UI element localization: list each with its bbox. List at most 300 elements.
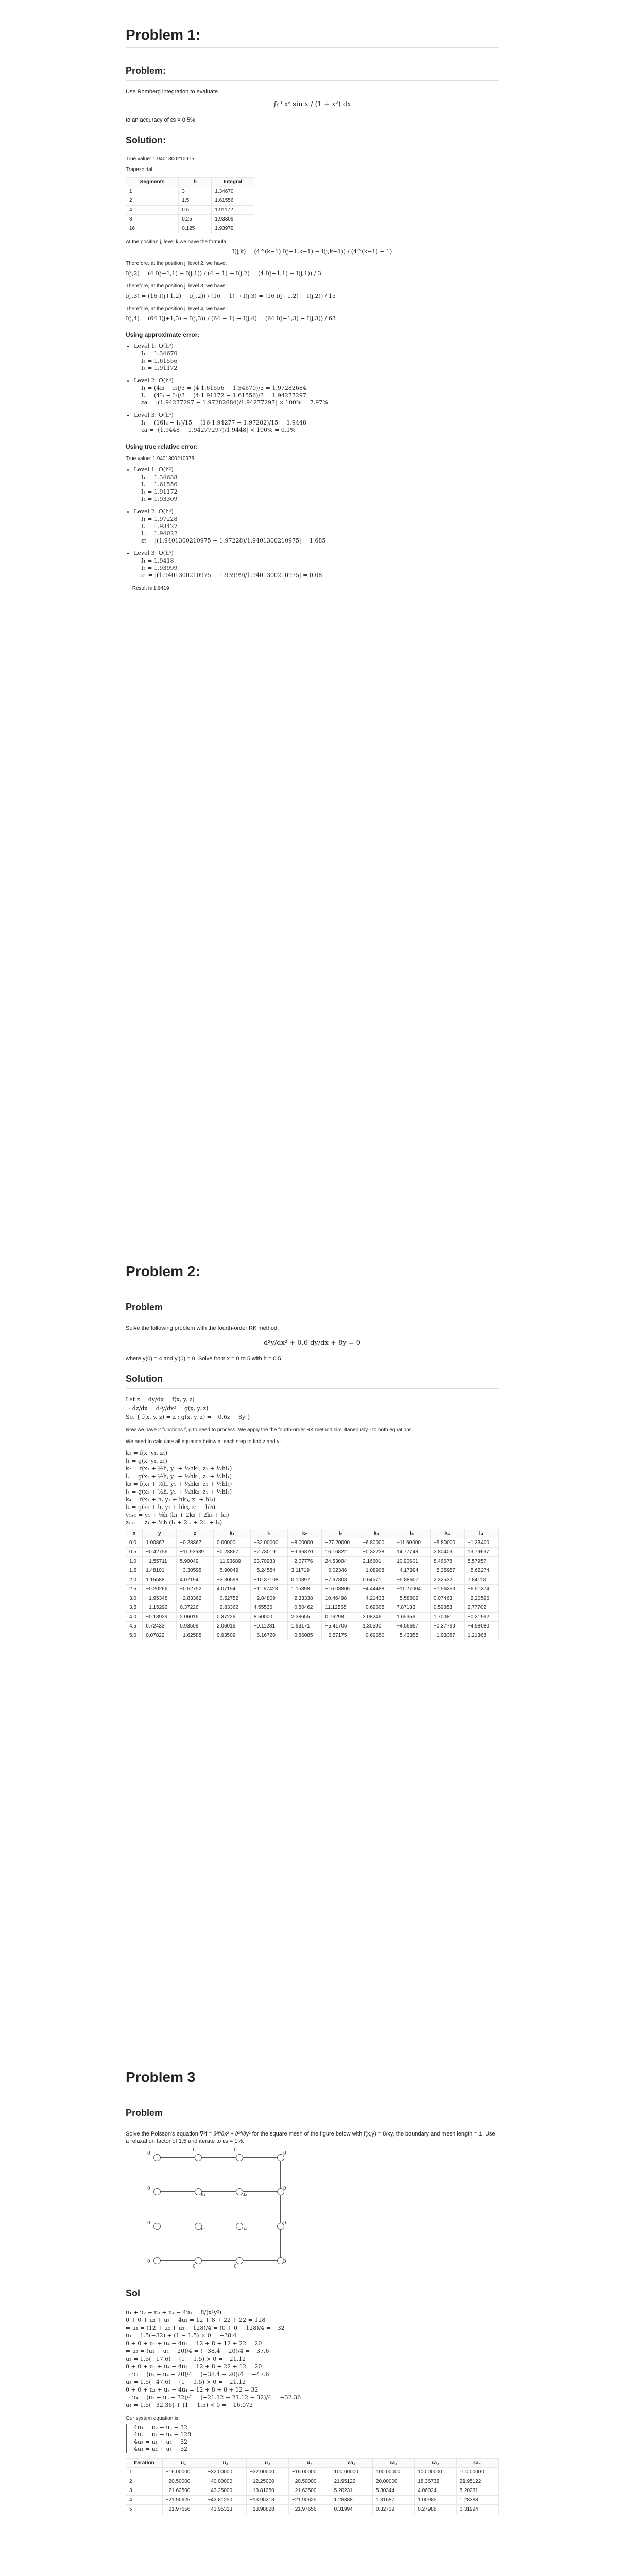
table-row xyxy=(126,2486,499,2496)
equation-line: I₃ = 1.91172 xyxy=(141,365,178,371)
table-header-cell: h xyxy=(179,178,212,187)
level-3-equation: I(j,3) = (16 I(j+1,2) − I(j,2)) / (16 − 1) → I(j,3) = (16 I(j+1,2) − I(j,2)) / 15 xyxy=(126,293,336,299)
table-row xyxy=(126,1613,499,1622)
equation-line: z₁₊₁ = z₁ + ⅙h (l₁ + 2l₂ + 2l₃ + l₄) xyxy=(126,1519,222,1526)
true-level-2 xyxy=(126,508,499,515)
table-cell: 1.28388 xyxy=(331,2496,372,2505)
table-cell: 100.00000 xyxy=(415,2468,456,2477)
table-cell: 8 xyxy=(126,215,179,224)
table-header-cell: l₃ xyxy=(393,1529,431,1538)
table-cell: 0.37226 xyxy=(214,1613,251,1622)
problem-1 xyxy=(126,27,499,592)
approx-level-2-label: • Level 2: O(h⁴) xyxy=(134,377,499,384)
table-cell: 5.90049 xyxy=(177,1557,214,1566)
true-level-1-label: • Level 1: O(h²) xyxy=(134,466,499,473)
table-cell: 1.5 xyxy=(126,1566,143,1575)
table-cell: −1.93387 xyxy=(430,1631,464,1640)
table-cell: −20.50000 xyxy=(288,2477,331,2486)
equation-line: ⇒ u₄ = (u₂ + u₃ − 32)/4 = (−21.12 − 21.12 − 32)/4 = −32.36 xyxy=(126,2394,301,2401)
table-header-cell: Segments xyxy=(126,178,179,187)
table-cell: −21.62500 xyxy=(288,2486,331,2496)
table-cell: 10.90601 xyxy=(393,1557,431,1566)
problem-2-conditions: where y(0) = 4 and y′(0) = 0. Solve from x = 0 to 5 with h = 0.5. xyxy=(126,1355,283,1362)
table-row xyxy=(126,1566,499,1575)
table-cell: 1.15398 xyxy=(288,1585,322,1594)
equation-line: l₁ = g(x, y₁, z₁) xyxy=(126,1458,167,1464)
true-level-1-values xyxy=(126,474,499,503)
table-cell: 1.34670 xyxy=(212,187,254,196)
table-row xyxy=(126,224,254,233)
equation-line: εt = |(1.9401300210975 − 1.93999)/1.9401300210975| = 0.08 xyxy=(141,572,322,579)
table-header-cell: εa₁ xyxy=(331,2459,372,2468)
table-cell: 1.30590 xyxy=(359,1622,393,1631)
table-cell: 0.93509 xyxy=(214,1631,251,1640)
mesh-node xyxy=(236,2154,243,2161)
table-cell: −13.98828 xyxy=(247,2505,289,2514)
table-cell: −3.30598 xyxy=(177,1566,214,1575)
true-level-3 xyxy=(126,550,499,556)
table-header-cell: εa₃ xyxy=(415,2459,456,2468)
table-cell: 2.0 xyxy=(126,1575,143,1585)
table-cell: 5.57957 xyxy=(464,1557,498,1566)
table-cell: −4.98080 xyxy=(464,1622,498,1631)
table-header-cell: k₁ xyxy=(214,1529,251,1538)
table-cell: −0.42756 xyxy=(143,1548,177,1557)
table-cell: −4.44488 xyxy=(359,1585,393,1594)
table-cell: 4 xyxy=(126,206,179,215)
iteration-table xyxy=(126,2458,499,2514)
table-cell: 2 xyxy=(126,196,179,206)
table-cell: 5.20231 xyxy=(456,2486,498,2496)
table-cell: 4.55536 xyxy=(250,1603,288,1613)
table-cell: 0.37226 xyxy=(177,1603,214,1613)
table-row xyxy=(126,1538,499,1548)
equation-line: k₃ = f(x₁ + ½h, y₁ + ½hk₂, z₁ + ½hl₂) xyxy=(126,1481,232,1487)
table-header-cell: Integral xyxy=(212,178,254,187)
equation-line: y₁₊₁ = y₁ + ⅙h (k₁ + 2k₂ + 2k₃ + k₄) xyxy=(126,1512,229,1518)
table-cell: −0.31992 xyxy=(464,1613,498,1622)
table-cell: 0.07822 xyxy=(143,1631,177,1640)
table-cell: 0.0 xyxy=(126,1538,143,1548)
problem-1-integral: ∫₀³ xᵉ sin x / (1 + x²) dx xyxy=(273,100,351,108)
table-header-cell: z xyxy=(177,1529,214,1538)
table-row xyxy=(126,206,254,215)
table-cell: −5.90049 xyxy=(214,1566,251,1575)
equation-line: k₂ = f(x₁ + ½h, y₁ + ½hk₁, z₁ + ½hl₁) xyxy=(126,1465,232,1472)
table-cell: 20.00000 xyxy=(372,2477,414,2486)
table-cell: −0.11281 xyxy=(250,1622,288,1631)
table-cell: 1.21368 xyxy=(464,1631,498,1640)
table-cell: 3 xyxy=(126,2486,163,2496)
table-cell: −1.15292 xyxy=(143,1603,177,1613)
table-cell: 2.08246 xyxy=(359,1613,393,1622)
table-cell: −2.04809 xyxy=(250,1594,288,1603)
boundary-label: 0 xyxy=(283,2151,286,2156)
problem-2-title: Problem 2: xyxy=(126,1263,200,1279)
table-cell: −0.18929 xyxy=(143,1613,177,1622)
mesh-node xyxy=(153,2188,161,2195)
table-cell: −0.20266 xyxy=(143,1585,177,1594)
table-header-cell: l₂ xyxy=(322,1529,359,1538)
approx-level-1-values xyxy=(126,350,499,372)
table-cell: −21.97656 xyxy=(162,2505,204,2514)
mesh-node xyxy=(153,2257,161,2264)
table-cell: −0.28867 xyxy=(177,1538,214,1548)
table-cell: −21.90625 xyxy=(162,2496,204,2505)
table-row xyxy=(126,187,254,196)
table-cell: 2.06016 xyxy=(177,1613,214,1622)
mesh-line xyxy=(280,2157,281,2260)
node-u3-label: u₃ xyxy=(201,2227,206,2232)
equation-line: I₁ = 1.34638 xyxy=(141,474,178,481)
boundary-label: 0 xyxy=(283,2221,286,2226)
table-cell: −0.28867 xyxy=(214,1548,251,1557)
table-cell: 2.06016 xyxy=(214,1622,251,1631)
table-cell: −32.00000 xyxy=(247,2468,289,2477)
table-cell: 1.48101 xyxy=(143,1566,177,1575)
table-cell: −16.00000 xyxy=(162,2468,204,2477)
boundary-label: 0 xyxy=(283,2259,286,2264)
table-row xyxy=(126,1594,499,1603)
table-cell: 1.28388 xyxy=(456,2496,498,2505)
table-cell: −2.83362 xyxy=(177,1594,214,1603)
mesh-node xyxy=(236,2257,243,2264)
problem-1-problem-heading: Problem: xyxy=(126,65,166,76)
boundary-label: 0 xyxy=(147,2151,150,2156)
table-cell: −5.41706 xyxy=(322,1622,359,1631)
table-cell: 0.64571 xyxy=(359,1575,393,1585)
equation-line: εt = |(1.9401300210975 − 1.97228)/1.9401300210975| = 1.685 xyxy=(141,537,326,544)
problem-2-rk-text: Now we have 2 functions f, g to need to process. We apply the the fourth-order RK method simultaneously - to both equations. xyxy=(126,1427,414,1433)
table-cell: −11.27004 xyxy=(393,1585,431,1594)
table-cell: 0.07463 xyxy=(430,1594,464,1603)
approx-level-3-label: • Level 3: O(h⁶) xyxy=(134,412,499,418)
equation-line: I₁ = (4I₂ − I₁)/3 = (4·1.61556 − 1.34670)/3 = 1.97282684 xyxy=(141,385,306,392)
table-row xyxy=(126,2496,499,2505)
table-cell: 2.80403 xyxy=(430,1548,464,1557)
table-cell: −1.33400 xyxy=(464,1538,498,1548)
table-cell: −5.58802 xyxy=(393,1594,431,1603)
true-error-heading: Using true relative error: xyxy=(126,443,198,450)
table-cell: −1.62588 xyxy=(177,1631,214,1640)
table-row xyxy=(126,2468,499,2477)
equation-line: I₁ = 1.34670 xyxy=(141,350,178,357)
equation-line: I₂ = 1.93427 xyxy=(141,523,178,530)
table-cell: −0.52752 xyxy=(214,1594,251,1603)
table-row xyxy=(126,1631,499,1640)
table-cell: −2.33338 xyxy=(288,1594,322,1603)
table-cell: 8.50000 xyxy=(250,1613,288,1622)
level-4-equation: I(j,4) = (64 I(j+1,3) − I(j,3)) / (64 − 1) → I(j,4) = (64 I(j+1,3) − I(j,3)) / 63 xyxy=(126,315,336,322)
mesh-node xyxy=(153,2154,161,2161)
table-cell: 5 xyxy=(126,2505,163,2514)
table-cell: 16.16822 xyxy=(322,1548,359,1557)
table-cell: 4.06024 xyxy=(415,2486,456,2496)
table-cell: −5.80000 xyxy=(430,1538,464,1548)
equation-line: I₁ = 1.9418 xyxy=(141,557,174,564)
table-header-cell: k₃ xyxy=(359,1529,393,1538)
table-cell: 0.32739 xyxy=(372,2505,414,2514)
problem-3 xyxy=(126,2069,499,2514)
table-row xyxy=(126,1557,499,1566)
equation-line: εa = |(1.9448 − 1.94277297)/1.9448| × 100% = 0.1% xyxy=(141,427,296,433)
table-cell: −0.52752 xyxy=(177,1585,214,1594)
table-cell: 1.70081 xyxy=(430,1613,464,1622)
problem-2-statement: Solve the following problem with the fourth-order RK method: xyxy=(126,1325,279,1331)
table-cell: 0.31994 xyxy=(331,2505,372,2514)
table-cell: 4.07194 xyxy=(177,1575,214,1585)
problem-2-calc-text: We need to calculate all equation below at each step to find z and y: xyxy=(126,1439,281,1445)
equation-line: Let z = dy/dx = f(x, y, z) xyxy=(126,1396,195,1403)
table-cell: −6.57175 xyxy=(322,1631,359,1640)
level-2-equation: I(j,2) = (4 I(j+1,1) − I(j,1)) / (4 − 1) → I(j,2) = (4 I(j+1,1) − I(j,1)) / 3 xyxy=(126,270,321,277)
table-header-cell: l₁ xyxy=(250,1529,288,1538)
table-cell: −4.17394 xyxy=(393,1566,431,1575)
table-cell: 1.00867 xyxy=(143,1538,177,1548)
equation-line: u₃ = 1.5(−47.6) + (1 − 1.5) × 0 = −21.12 xyxy=(126,2379,246,2385)
table-cell: −20.50000 xyxy=(162,2477,204,2486)
equation-line: ⇒ dz/dx = d²y/dx² = g(x, y, z) xyxy=(126,1405,209,1412)
table-cell: −21.97656 xyxy=(288,2505,331,2514)
table-cell: −27.20000 xyxy=(322,1538,359,1548)
problem-3-statement: Solve the Poisson's equation ∇²f = ∂²f/∂x² + ∂²f/∂y² for the square mesh of the figure below with f(x,y) = 8/xy, the boundary and mesh length = 1. Use a relaxation factor of 1.5 and iterate to εs = 1%. xyxy=(126,2131,495,2144)
table-cell: 2.32532 xyxy=(430,1575,464,1585)
equation-line: ⇒ u₂ = (u₁ + u₄ − 20)/4 = (−38.4 − 20)/4 = −37.6 xyxy=(126,2348,269,2354)
table-cell: 100.00000 xyxy=(456,2468,498,2477)
table-cell: 1.93171 xyxy=(288,1622,322,1631)
problem-1-statement: Use Romberg integration to evaluate xyxy=(126,89,218,95)
equation-line: So, { f(x, y, z) = z ; g(x, y, z) = −0.6z − 8y } xyxy=(126,1414,251,1420)
table-cell: −32.00000 xyxy=(250,1538,288,1548)
table-cell: 0.25 xyxy=(179,215,212,224)
equation-line: 4u₃ = u₁ + u₄ − 32 xyxy=(134,2438,188,2445)
table-cell: −21.62500 xyxy=(162,2486,204,2496)
approx-level-3 xyxy=(126,412,499,418)
table-cell: −2.07776 xyxy=(288,1557,322,1566)
table-cell: 4.5 xyxy=(126,1622,143,1631)
equation-line: I₁ = (16I₂ − I₁)/15 = (16·1.94277 − 1.97282)/15 = 1.9448 xyxy=(141,419,306,426)
table-cell: 11.12565 xyxy=(322,1603,359,1613)
table-row xyxy=(126,1548,499,1557)
table-cell: 7.84118 xyxy=(464,1575,498,1585)
equation-line: 0 + 0 + u₂ + u₃ − 4u₄ = 12 + 8 + 8 + 12 = 32 xyxy=(126,2386,259,2393)
mesh xyxy=(147,2148,286,2269)
table-cell: −21.90625 xyxy=(288,2496,331,2505)
level-4-intro: Therefore, at the position j, level 4, we have: xyxy=(126,306,227,312)
table-cell: −5.24554 xyxy=(250,1566,288,1575)
table-cell: 4.07194 xyxy=(214,1585,251,1594)
problem-1-result: → Result is 1.9419 xyxy=(126,586,169,591)
table-cell: −1.56353 xyxy=(430,1585,464,1594)
table-cell: 1.93309 xyxy=(212,215,254,224)
table-cell: −0.69605 xyxy=(359,1603,393,1613)
approx-level-3-values xyxy=(126,419,499,434)
table-cell: −0.02346 xyxy=(322,1566,359,1575)
mesh-node xyxy=(195,2154,202,2161)
mesh-line xyxy=(157,2191,280,2192)
problem-3-problem-heading: Problem xyxy=(126,2108,163,2118)
table-header-cell: y xyxy=(143,1529,177,1538)
approx-level-1-label: • Level 1: O(h²) xyxy=(134,343,499,349)
table-cell: 14.77748 xyxy=(393,1548,431,1557)
table-cell: −13.81250 xyxy=(247,2486,289,2496)
table-cell: −0.50462 xyxy=(288,1603,322,1613)
table-cell: 5.0 xyxy=(126,1631,143,1640)
equation-line: 4u₂ = u₁ + u₄ − 128 xyxy=(134,2431,192,2438)
table-cell: 1.31687 xyxy=(372,2496,414,2505)
table-cell: 13.79637 xyxy=(464,1548,498,1557)
table-cell: −16.00000 xyxy=(288,2468,331,2477)
table-cell: −13.95313 xyxy=(247,2496,289,2505)
equation-line: l₄ = g(x₁ + h, y₁ + hk₃, z₁ + hl₃) xyxy=(126,1504,216,1511)
equation-line: I₃ = 1.94022 xyxy=(141,530,178,537)
table-cell: −9.96870 xyxy=(288,1548,322,1557)
table-cell: 1 xyxy=(126,2468,163,2477)
table-cell: −1.95348 xyxy=(143,1594,177,1603)
table-cell: 1.15588 xyxy=(143,1575,177,1585)
equation-line: 0 + 0 + u₂ + u₃ − 4u₁ = 12 + 8 + 22 + 22 = 128 xyxy=(126,2317,266,2324)
table-cell: −0.37799 xyxy=(430,1622,464,1631)
table-cell: 0.5 xyxy=(126,1548,143,1557)
problem-1-solution-heading: Solution: xyxy=(126,135,166,145)
table-cell: 2.77702 xyxy=(464,1603,498,1613)
true-level-2-label: • Level 2: O(h⁴) xyxy=(134,508,499,515)
mesh-line xyxy=(157,2260,280,2261)
table-cell: 1.00985 xyxy=(415,2496,456,2505)
table-cell: 0.93509 xyxy=(177,1622,214,1631)
table-cell: 5.30344 xyxy=(372,2486,414,2496)
table-row xyxy=(126,215,254,224)
approx-level-2 xyxy=(126,377,499,384)
table-header-cell: u₂ xyxy=(204,2459,247,2468)
boundary-label: 0 xyxy=(283,2186,286,2191)
problem-3-solution-steps xyxy=(126,2309,499,2409)
equation-line: u₂ = 1.5(−17.6) + (1 − 1.5) × 0 = −21.12 xyxy=(126,2355,246,2362)
table-cell: 3.0 xyxy=(126,1594,143,1603)
table-cell: 21.95122 xyxy=(456,2477,498,2486)
table-cell: 2 xyxy=(126,2477,163,2486)
table-cell: 23.70983 xyxy=(250,1557,288,1566)
equation-line: I₄ = 1.93309 xyxy=(141,496,178,502)
table-cell: −4.56697 xyxy=(393,1622,431,1631)
boundary-label: 0 xyxy=(234,2148,237,2153)
table-cell: 1.0 xyxy=(126,1557,143,1566)
table-cell: −43.25000 xyxy=(204,2486,247,2496)
trapezoidal-table xyxy=(126,177,254,233)
table-cell: −11.67423 xyxy=(250,1585,288,1594)
table-cell: −6.80000 xyxy=(359,1538,393,1548)
table-row xyxy=(126,1575,499,1585)
table-header-cell: Iteration xyxy=(126,2459,163,2468)
table-cell: −5.43355 xyxy=(393,1631,431,1640)
table-cell: 4.0 xyxy=(126,1613,143,1622)
table-cell: 0.00000 xyxy=(214,1538,251,1548)
table-cell: 0.59853 xyxy=(430,1603,464,1613)
table-cell: −8.00000 xyxy=(288,1538,322,1548)
boundary-label: 0 xyxy=(147,2186,150,2191)
system-intro: Our system equation is: xyxy=(126,2416,180,2421)
table-cell: −0.86085 xyxy=(288,1631,322,1640)
boundary-label: 0 xyxy=(234,2264,237,2269)
table-row xyxy=(126,1622,499,1631)
table-cell: 100.00000 xyxy=(331,2468,372,2477)
table-cell: 10.46498 xyxy=(322,1594,359,1603)
table-cell: −3.30598 xyxy=(214,1575,251,1585)
true-level-1 xyxy=(126,466,499,473)
table-cell: 18.36735 xyxy=(415,2477,456,2486)
table-cell: 1.61556 xyxy=(212,196,254,206)
table-cell: 5.20231 xyxy=(331,2486,372,2496)
table-cell: 1 xyxy=(126,187,179,196)
boundary-label: 0 xyxy=(193,2264,196,2269)
table-cell: 1.91172 xyxy=(212,206,254,215)
equation-line: 0 + 0 + u₁ + u₄ − 4u₃ = 12 + 8 + 22 + 12 = 20 xyxy=(126,2363,262,2370)
table-cell: −16.08806 xyxy=(322,1585,359,1594)
node-u4-label: u₄ xyxy=(242,2227,247,2232)
table-cell: −12.25000 xyxy=(247,2477,289,2486)
table-cell: 4 xyxy=(126,2496,163,2505)
table-cell: 3 xyxy=(179,187,212,196)
approx-level-2-values xyxy=(126,385,499,406)
problem-3-solution-heading: Sol xyxy=(126,2288,141,2298)
table-cell: −11.93689 xyxy=(214,1557,251,1566)
table-cell: 8.46678 xyxy=(430,1557,464,1566)
equation-line: 4u₁ = u₂ + u₃ − 32 xyxy=(134,2424,188,2431)
table-cell: 0.76298 xyxy=(322,1613,359,1622)
problem-2-substitution xyxy=(126,1395,499,1421)
table-cell: −11.93689 xyxy=(177,1548,214,1557)
table-cell: −7.97808 xyxy=(322,1575,359,1585)
trapezoidal-label: Trapezoidal xyxy=(126,167,152,173)
table-cell: 0.10897 xyxy=(288,1575,322,1585)
table-cell: 7.87133 xyxy=(393,1603,431,1613)
equation-line: 4u₄ = u₂ + u₃ − 32 xyxy=(134,2446,188,2452)
equation-line: I₂ = 1.93999 xyxy=(141,565,178,571)
table-cell: 0.31994 xyxy=(456,2505,498,2514)
table-cell: 2.5 xyxy=(126,1585,143,1594)
equation-line: u₄ = 1.5(−32.36) + (1 − 1.5) × 0 = −16.072 xyxy=(126,2402,253,2409)
true-level-3-label: • Level 3: O(h⁶) xyxy=(134,550,499,556)
table-cell: −10.37108 xyxy=(250,1575,288,1585)
table-cell: −1.55711 xyxy=(143,1557,177,1566)
table-cell: 16 xyxy=(126,224,179,233)
true-level-2-values xyxy=(126,516,499,545)
problem-1-true-value: True value: 1.9401300210975 xyxy=(126,156,195,162)
table-row xyxy=(126,1585,499,1594)
table-cell: −43.95313 xyxy=(204,2505,247,2514)
problem-2-rk-equations xyxy=(126,1449,499,1527)
equation-line: l₂ = g(x₁ + ½h, y₁ + ½hk₁, z₁ + ½hl₁) xyxy=(126,1473,232,1480)
table-cell: 3.11719 xyxy=(288,1566,322,1575)
table-cell: 21.95122 xyxy=(331,2477,372,2486)
problem-3-title: Problem 3 xyxy=(126,2069,196,2085)
table-header-cell: u₁ xyxy=(162,2459,204,2468)
equation-line: I₂ = 1.61556 xyxy=(141,481,178,488)
mesh-node xyxy=(153,2223,161,2230)
table-cell: −6.16720 xyxy=(250,1631,288,1640)
table-header-cell: l₄ xyxy=(464,1529,498,1538)
table-cell: 0.125 xyxy=(179,224,212,233)
problem-2 xyxy=(126,1263,499,1640)
romberg-formula-intro: At the position j, level k we have the formula: xyxy=(126,239,228,245)
table-cell: 0.5 xyxy=(179,206,212,215)
boundary-label: 0 xyxy=(193,2148,196,2153)
table-row xyxy=(126,2477,499,2486)
table-cell: −0.32238 xyxy=(359,1548,393,1557)
poisson-mesh-figure xyxy=(126,2148,499,2269)
system-equations xyxy=(126,2424,499,2453)
equation-line: l₃ = g(x₁ + ½h, y₁ + ½hk₂, z₁ + ½hl₂) xyxy=(126,1488,232,1495)
